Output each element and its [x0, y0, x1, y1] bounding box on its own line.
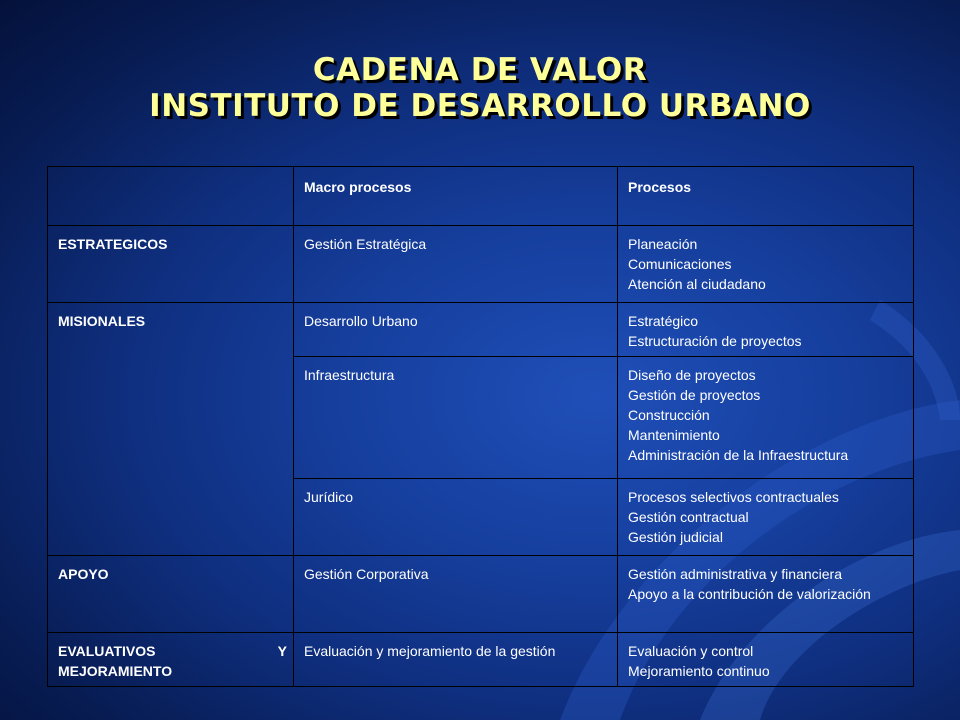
- procesos-evaluativos: [618, 633, 914, 687]
- procesos-estrategicos: [618, 226, 914, 303]
- category-misionales: MISIONALES: [48, 303, 294, 556]
- procesos-juridico: [618, 479, 914, 556]
- macro-desarrollo-urbano: Desarrollo Urbano: [294, 303, 618, 357]
- proceso-item: Gestión administrativa y financiera: [628, 566, 842, 582]
- proceso-item: Gestión de proyectos: [628, 387, 761, 403]
- macro-juridico: Jurídico: [294, 479, 618, 556]
- table-row-misionales-desarrollo: [48, 303, 914, 357]
- title-line-2: INSTITUTO DE DESARROLLO URBANO: [149, 88, 811, 124]
- category-evaluativos-word: EVALUATIVOS: [58, 643, 156, 659]
- value-chain-table: [47, 166, 914, 687]
- proceso-item: Estructuración de proyectos: [628, 333, 802, 349]
- macro-evaluacion-mejoramiento: Evaluación y mejoramiento de la gestión: [294, 633, 618, 687]
- table-row-estrategicos: [48, 226, 914, 303]
- proceso-item: Apoyo a la contribución de valorización: [628, 586, 871, 602]
- macro-gestion-estrategica: Gestión Estratégica: [294, 226, 618, 303]
- proceso-item: Procesos selectivos contractuales: [628, 489, 839, 505]
- category-estrategicos: ESTRATEGICOS: [48, 226, 294, 303]
- procesos-desarrollo-urbano: [618, 303, 914, 357]
- proceso-item: Planeación: [628, 236, 698, 252]
- header-procesos: Procesos: [618, 167, 914, 226]
- procesos-apoyo: [618, 556, 914, 633]
- header-macro-procesos: Macro procesos: [294, 167, 618, 226]
- category-evaluativos-mejoramiento: [48, 633, 294, 687]
- page-title: [0, 52, 960, 124]
- table-header-row: [48, 167, 914, 226]
- proceso-item: Mejoramiento continuo: [628, 663, 770, 679]
- macro-infraestructura: Infraestructura: [294, 357, 618, 479]
- proceso-item: Gestión contractual: [628, 509, 749, 525]
- proceso-item: Comunicaciones: [628, 256, 732, 272]
- proceso-item: Diseño de proyectos: [628, 367, 756, 383]
- category-mejoramiento-word: MEJORAMIENTO: [58, 663, 173, 679]
- proceso-item: Administración de la Infraestructura: [628, 447, 849, 463]
- category-apoyo: APOYO: [48, 556, 294, 633]
- proceso-item: Evaluación y control: [628, 643, 754, 659]
- proceso-item: Gestión judicial: [628, 529, 723, 545]
- proceso-item: Atención al ciudadano: [628, 276, 766, 292]
- table-row-evaluativos: [48, 633, 914, 687]
- title-line-1: CADENA DE VALOR: [312, 52, 648, 88]
- procesos-infraestructura: [618, 357, 914, 479]
- header-empty-cell: [48, 167, 294, 226]
- table-row-apoyo: [48, 556, 914, 633]
- category-y-word: Y: [277, 643, 287, 659]
- category-evaluativos-line: [58, 641, 287, 661]
- proceso-item: Estratégico: [628, 313, 699, 329]
- proceso-item: Mantenimiento: [628, 427, 720, 443]
- proceso-item: Construcción: [628, 407, 710, 423]
- macro-gestion-corporativa: Gestión Corporativa: [294, 556, 618, 633]
